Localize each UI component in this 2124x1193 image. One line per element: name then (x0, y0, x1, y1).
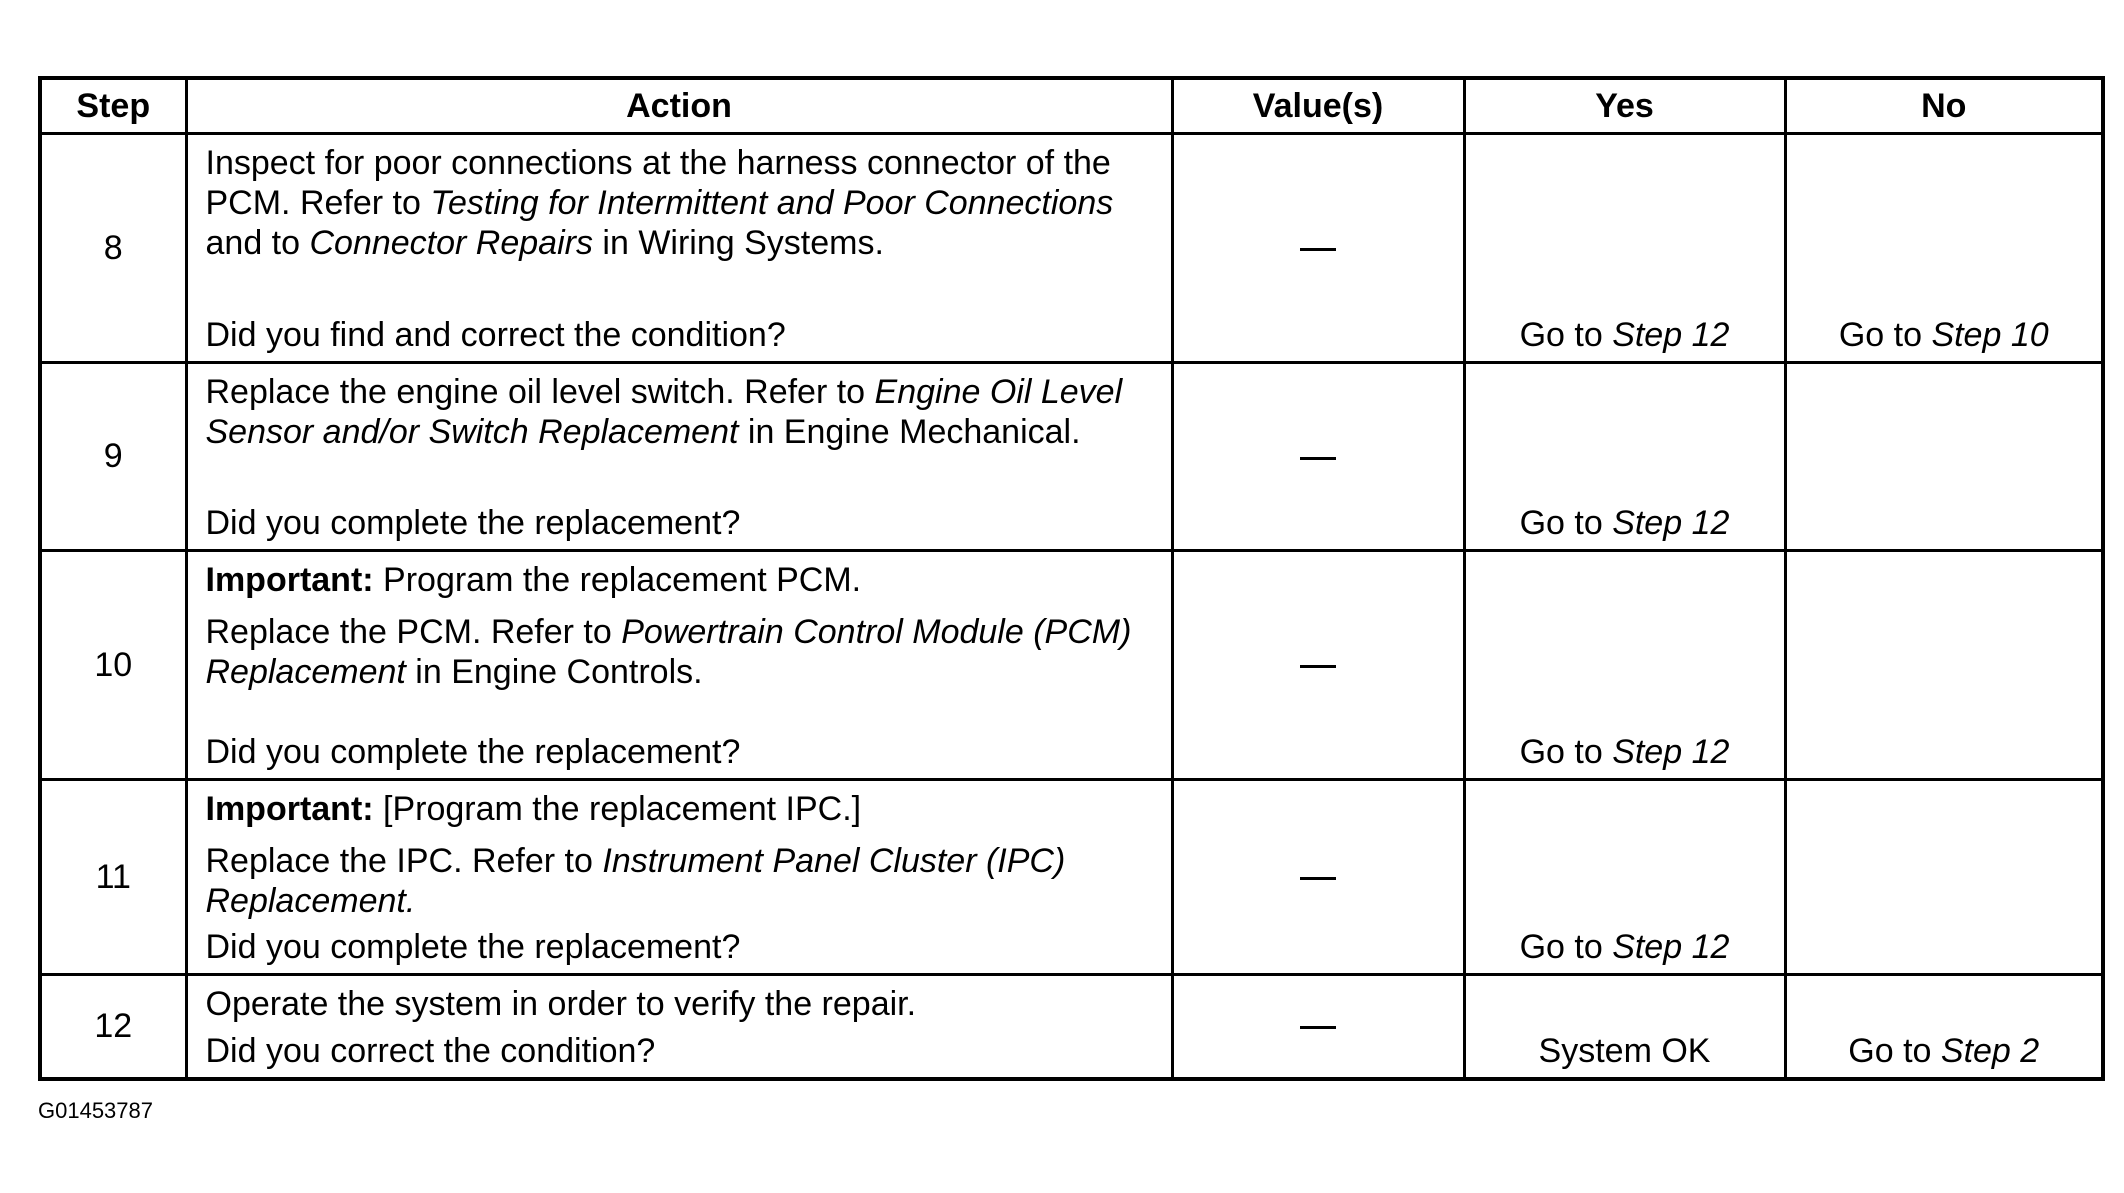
action-cell (186, 551, 1172, 780)
header-step: Step (40, 78, 186, 134)
value-cell (1172, 363, 1464, 551)
no-cell: Go to Step 10 (1785, 134, 2103, 363)
reference-link: Connector Repairs (309, 224, 593, 262)
value-cell (1172, 780, 1464, 975)
action-question: Did you complete the replacement? (205, 733, 741, 771)
value-cell (1172, 551, 1464, 780)
em-dash (1300, 248, 1336, 251)
action-cell (186, 363, 1172, 551)
reference-link: Instrument Panel Cluster (IPC) Replacement. (205, 842, 1066, 920)
yes-cell: Go to Step 12 (1464, 134, 1785, 363)
table-row (40, 134, 2103, 363)
step-number: 10 (40, 551, 186, 780)
action-cell (186, 134, 1172, 363)
reference-link: Engine Oil Level Sensor and/or Switch Replacement (205, 373, 1123, 451)
action-question: Did you correct the condition? (205, 1031, 656, 1070)
table-row (40, 363, 2103, 551)
header-yes: Yes (1464, 78, 1785, 134)
em-dash (1300, 1026, 1336, 1029)
action-question: Did you complete the replacement? (205, 928, 741, 966)
no-cell (1785, 363, 2103, 551)
reference-link: Powertrain Control Module (PCM) Replacement (205, 613, 1132, 691)
yes-cell: System OK (1464, 975, 1785, 1079)
diagnostic-table (38, 76, 2105, 1081)
em-dash (1300, 457, 1336, 460)
important-note: Important: [Program the replacement IPC.] (205, 790, 862, 828)
yes-cell: Go to Step 12 (1464, 780, 1785, 975)
action-text: Replace the IPC. Refer to Instrument Panel Cluster (IPC) Replacement. (205, 842, 1066, 920)
figure-id: G01453787 (38, 1098, 153, 1123)
action-cell (186, 780, 1172, 975)
action-question: Did you complete the replacement? (205, 504, 741, 542)
table-row (40, 780, 2103, 975)
step-number: 11 (40, 780, 186, 975)
important-note: Important: Program the replacement PCM. (205, 561, 862, 599)
no-cell: Go to Step 2 (1785, 975, 2103, 1079)
action-cell (186, 975, 1172, 1079)
value-cell (1172, 975, 1464, 1079)
yes-cell: Go to Step 12 (1464, 551, 1785, 780)
header-no: No (1785, 78, 2103, 134)
step-number: 9 (40, 363, 186, 551)
table-row (40, 975, 2103, 1079)
step-number: 12 (40, 975, 186, 1079)
action-text: Inspect for poor connections at the harness connector of the PCM. Refer to Testing for Intermittent and Poor Connections and to Connector Repairs in Wiring Systems. (205, 144, 1114, 262)
header-values: Value(s) (1172, 78, 1464, 134)
action-question: Did you find and correct the condition? (205, 316, 786, 354)
header-action: Action (186, 78, 1172, 134)
no-cell (1785, 551, 2103, 780)
value-cell (1172, 134, 1464, 363)
reference-link: Testing for Intermittent and Poor Connections (430, 184, 1114, 222)
action-text: Operate the system in order to verify the repair. (205, 985, 917, 1023)
yes-cell: Go to Step 12 (1464, 363, 1785, 551)
step-number: 8 (40, 134, 186, 363)
table-row (40, 551, 2103, 780)
action-text: Replace the PCM. Refer to Powertrain Control Module (PCM) Replacement in Engine Controls. (205, 613, 1132, 691)
em-dash (1300, 665, 1336, 668)
no-cell (1785, 780, 2103, 975)
em-dash (1300, 877, 1336, 880)
header-row (40, 78, 2103, 134)
action-text: Replace the engine oil level switch. Refer to Engine Oil Level Sensor and/or Switch Replacement in Engine Mechanical. (205, 373, 1123, 451)
